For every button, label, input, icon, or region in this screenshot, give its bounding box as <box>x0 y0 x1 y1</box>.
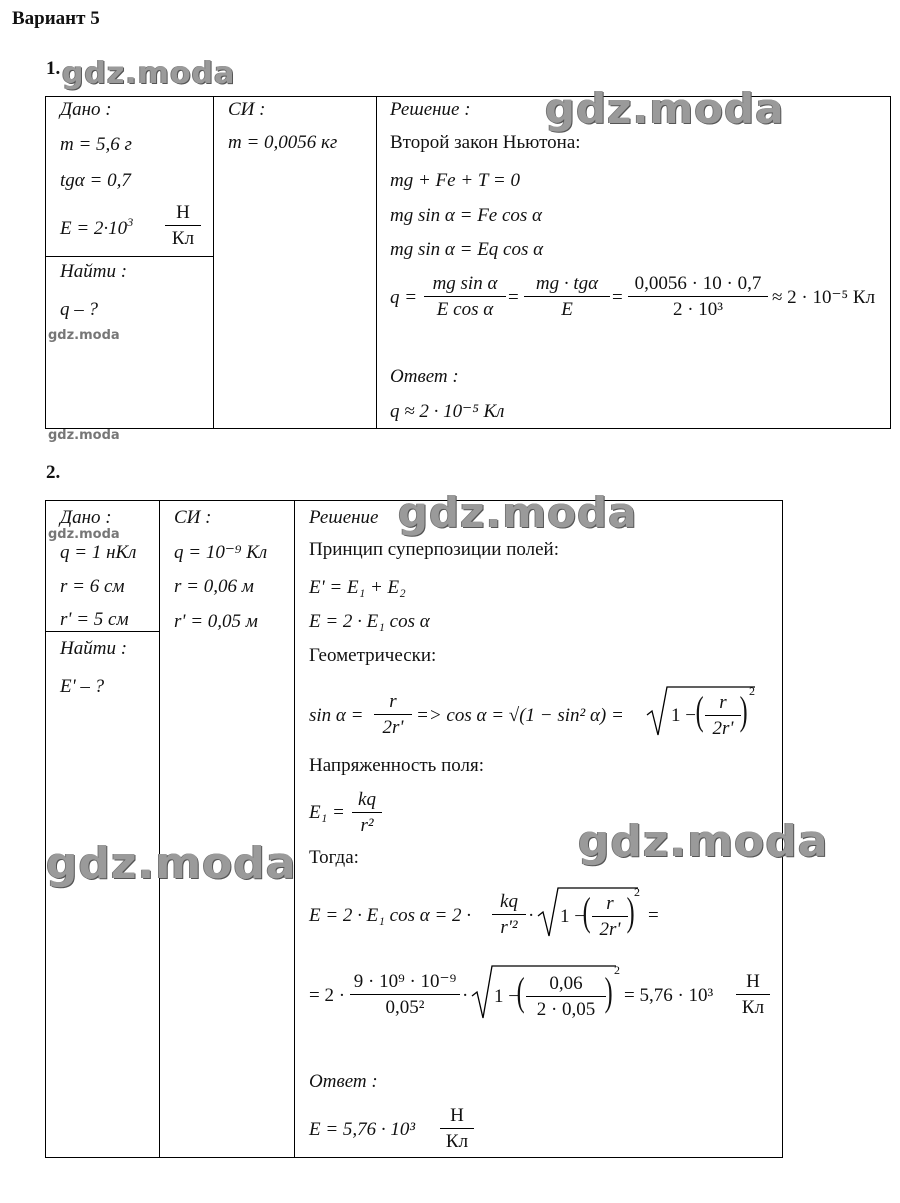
reshenie-label: Решение : <box>390 99 471 120</box>
table-divider <box>159 500 160 1158</box>
watermark: gdz.moda <box>46 838 297 889</box>
watermark: gdz.moda <box>48 527 120 542</box>
sqrt-expression-2: 1 − ( r 2r' ) 2 <box>536 884 640 940</box>
watermark: gdz.moda <box>48 428 120 443</box>
e1-fraction: kq r² <box>352 790 382 835</box>
si-label: СИ : <box>174 507 212 528</box>
calc-line-2: = 2 · <box>309 985 346 1006</box>
charge-result: ≈ 2 · 10⁻⁵ Кл <box>772 287 876 308</box>
unit-fraction: Н Кл <box>440 1106 474 1151</box>
answer-1: q ≈ 2 · 10⁻⁵ Кл <box>390 401 505 422</box>
naiti-label: Найти : <box>60 261 128 282</box>
calc1-fraction: kq r'² <box>492 892 526 937</box>
multiply-dot: · <box>462 985 469 1006</box>
watermark: gdz.moda <box>545 84 785 133</box>
geometry-heading: Геометрически: <box>309 645 437 666</box>
unit-fraction: Н Кл <box>165 203 201 248</box>
given-field-strength: $E = 2\cdot 10^3$ <box>60 215 134 239</box>
otvet-label: Ответ : <box>309 1071 378 1092</box>
given-distance-prime: r' = 5 см <box>60 609 129 630</box>
calc2-fraction: 9 · 10⁹ · 10⁻⁹ 0,05² <box>350 972 460 1017</box>
si-mass: m = 0,0056 кг <box>228 132 338 153</box>
charge-fraction-2: mg · tgα E <box>524 274 610 319</box>
equals-sign: = <box>648 905 659 926</box>
field-heading: Напряженность поля: <box>309 755 484 776</box>
equation-balance: mg sin α = Fe cos α <box>390 205 543 226</box>
calc-line-1: E = 2 · E₁ cos α = 2 · <box>309 905 472 926</box>
table-divider <box>376 96 377 429</box>
e1-lhs: E₁ = <box>309 802 345 823</box>
equation-balance-eq: mg sin α = Eq cos α <box>390 239 544 260</box>
calc-result: = 5,76 · 10³ <box>624 985 714 1006</box>
problem-2-number: 2. <box>46 462 61 483</box>
equals-sign: = <box>508 287 519 308</box>
given-charge: q = 1 нКл <box>60 542 137 563</box>
table-divider <box>213 96 214 429</box>
sqrt-expression-1: 1 − ( r 2r' ) 2 <box>645 683 757 739</box>
dano-label: Дано : <box>60 99 112 120</box>
charge-lhs: q = <box>390 287 418 308</box>
find-field: E' – ? <box>60 676 105 697</box>
naiti-label: Найти : <box>60 638 128 659</box>
si-distance: r = 0,06 м <box>174 576 254 597</box>
charge-fraction-1: mg sin α E cos α <box>424 274 506 319</box>
charge-fraction-3: 0,0056 · 10 · 0,7 2 · 10³ <box>628 274 768 319</box>
watermark: gdz.moda <box>398 488 638 537</box>
watermark: gdz.moda <box>578 816 829 867</box>
dano-label: Дано : <box>60 507 112 528</box>
watermark: gdz.moda <box>48 328 120 343</box>
reshenie-label: Решение <box>309 507 379 528</box>
inner-fraction: r 2r' <box>592 894 628 939</box>
table-divider <box>45 631 160 632</box>
inner-fraction: 0,06 2 · 0,05 <box>526 974 606 1019</box>
given-distance: r = 6 см <box>60 576 125 597</box>
page-title: Вариант 5 <box>12 8 100 29</box>
watermark: gdz.moda <box>62 56 236 91</box>
superposition-heading: Принцип суперпозиции полей: <box>309 539 559 560</box>
given-tangent: tgα = 0,7 <box>60 170 131 191</box>
si-label: СИ : <box>228 99 266 120</box>
find-charge: q – ? <box>60 299 98 320</box>
cos-expression: => cos α = √(1 − sin² α) = <box>416 705 624 726</box>
inner-fraction: r 2r' <box>705 693 741 738</box>
problem-1-number: 1. <box>46 58 61 79</box>
sin-fraction: r 2r' <box>374 692 412 737</box>
otvet-label: Ответ : <box>390 366 459 387</box>
given-mass: m = 5,6 г <box>60 134 132 155</box>
then-heading: Тогда: <box>309 847 359 868</box>
equals-sign: = <box>612 287 623 308</box>
table-divider <box>45 256 214 257</box>
equation-field: E = 2 · E₁ cos α <box>309 611 430 632</box>
sin-lhs: sin α = <box>309 705 364 726</box>
si-charge: q = 10⁻⁹ Кл <box>174 542 268 563</box>
table-divider <box>294 500 295 1158</box>
si-distance-prime: r' = 0,05 м <box>174 611 258 632</box>
sqrt-expression-3: 1 − ( 0,06 2 · 0,05 ) 2 <box>470 962 620 1022</box>
equation-forces: mg + Fe + T = 0 <box>390 170 520 191</box>
equation-vector-sum: E' = E₁ + E₂ <box>309 577 406 598</box>
answer-2: E = 5,76 · 10³ <box>309 1119 416 1140</box>
unit-fraction: Н Кл <box>736 972 770 1017</box>
multiply-dot: · <box>528 905 535 926</box>
newton-law-heading: Второй закон Ньютона: <box>390 132 581 153</box>
